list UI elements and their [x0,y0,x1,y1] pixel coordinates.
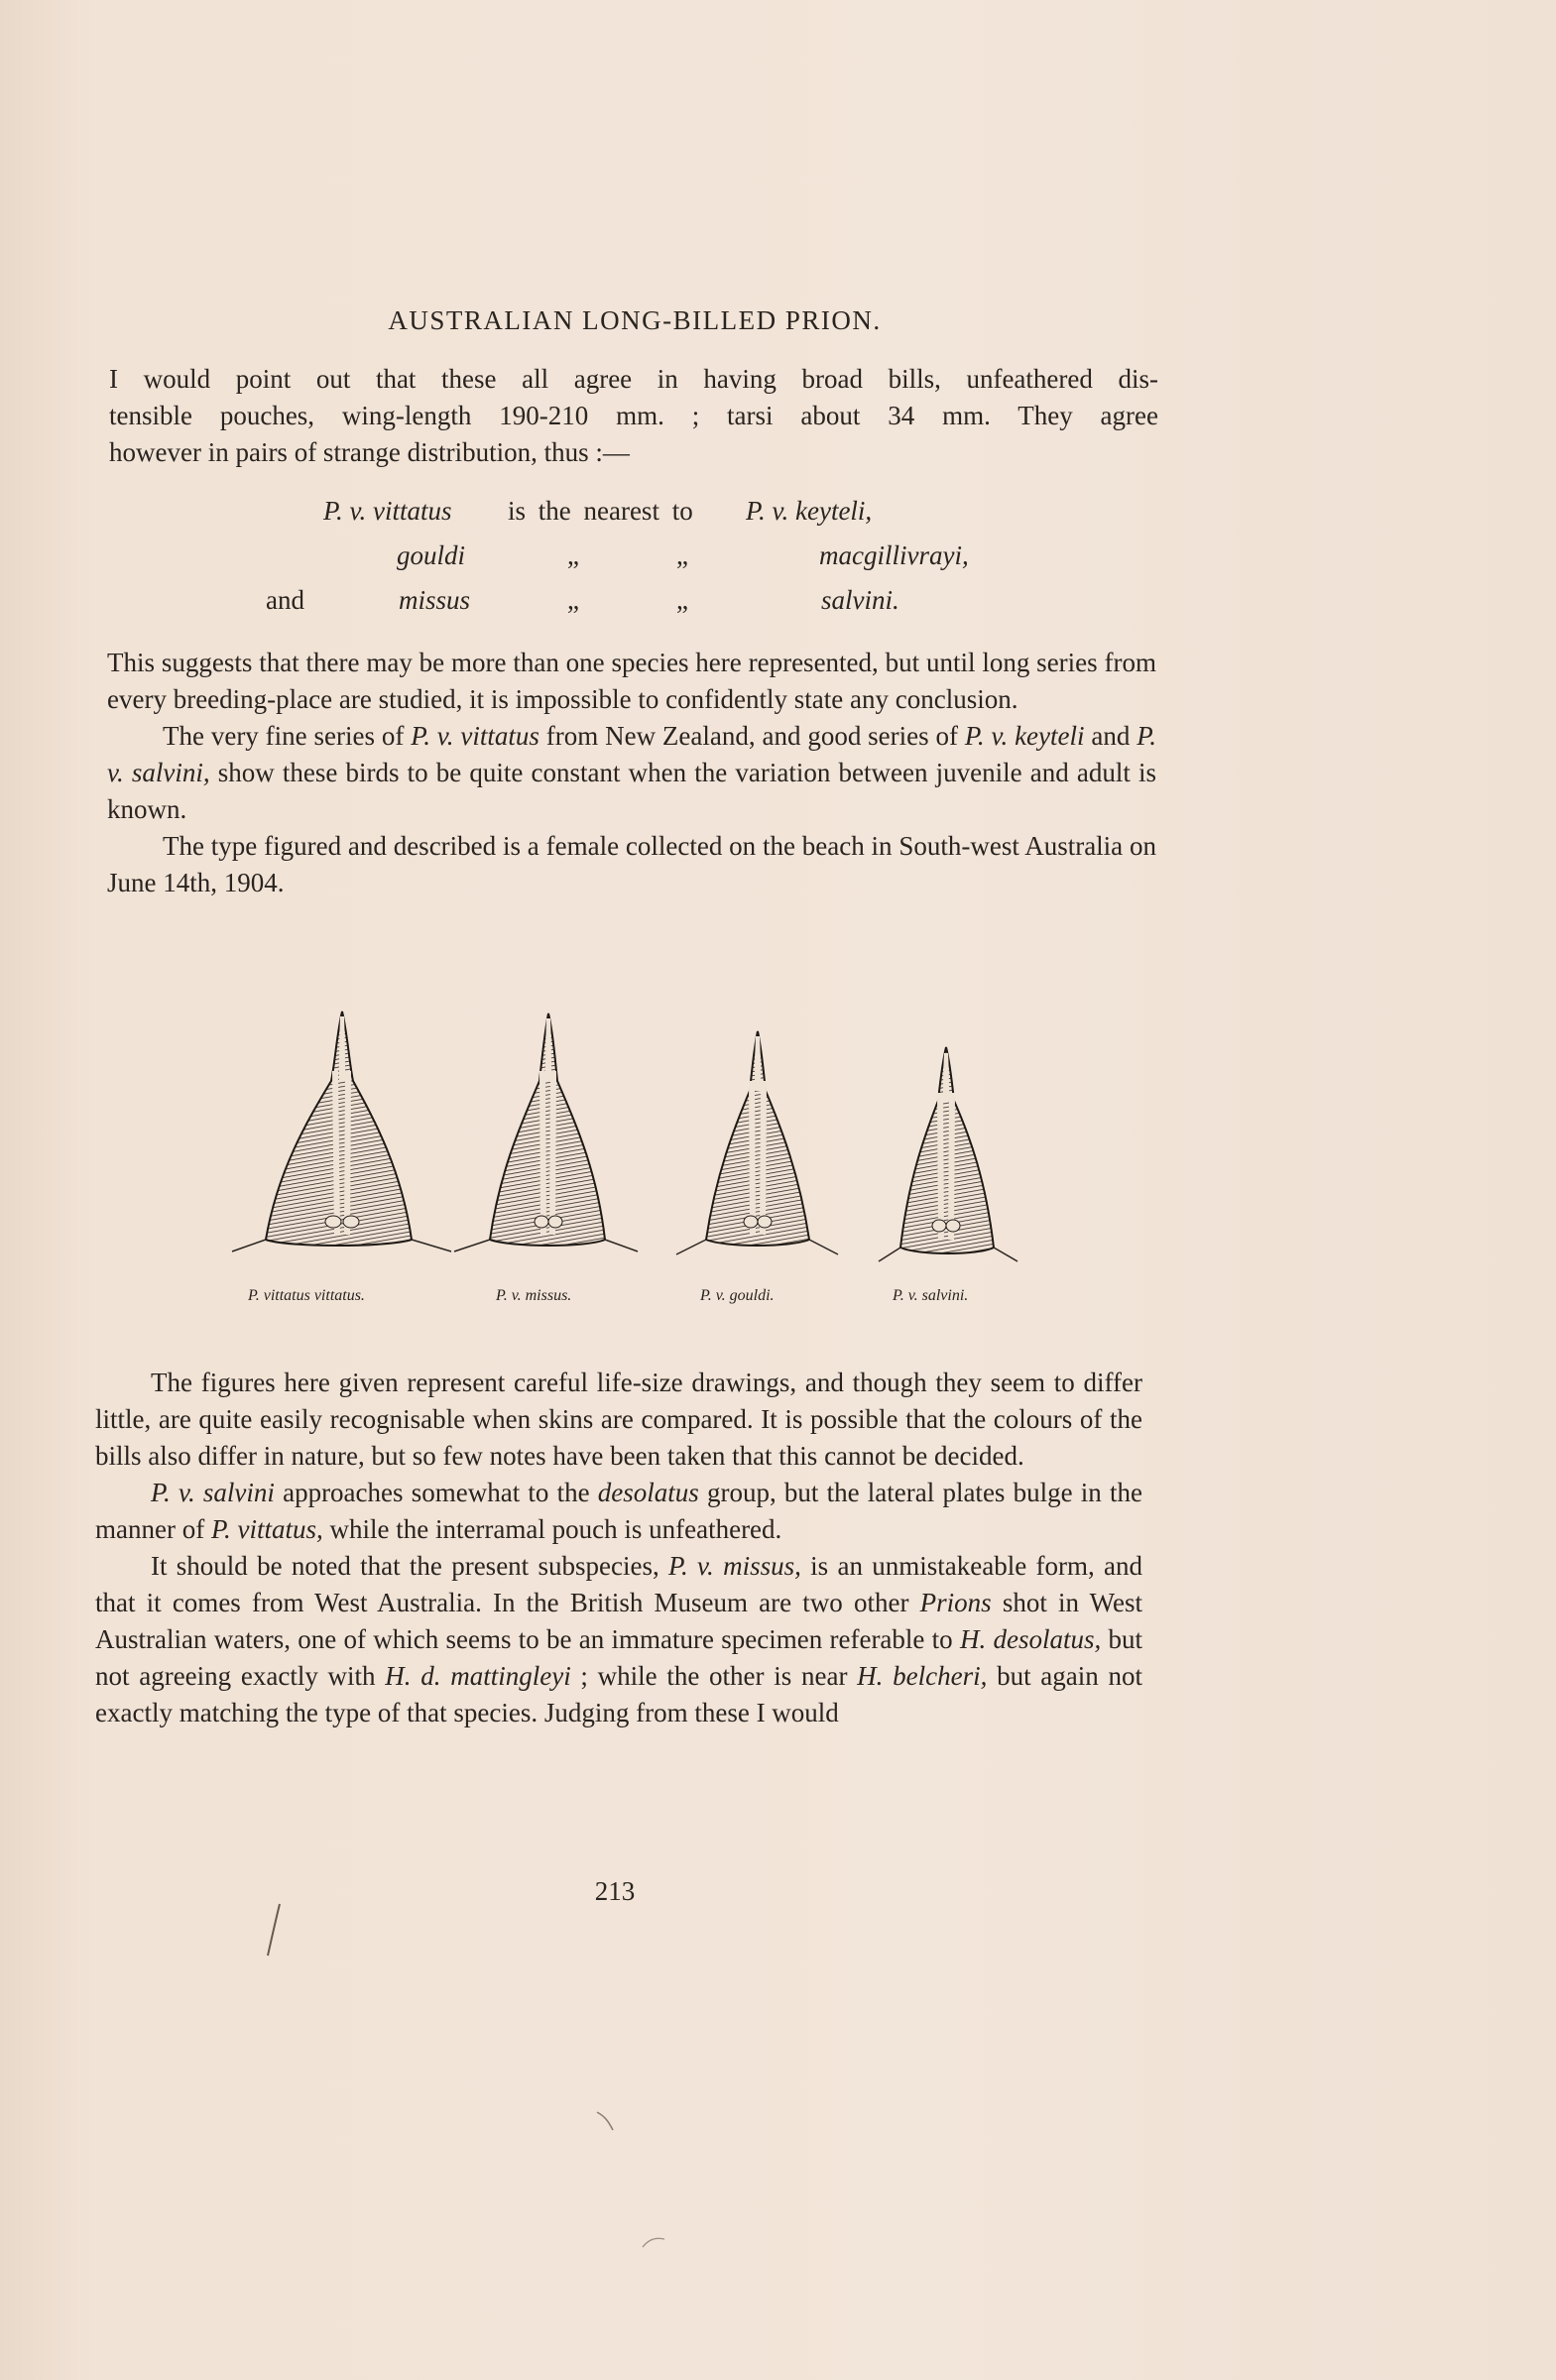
figure-caption: P. v. gouldi. [700,1287,775,1304]
intro-paragraph [109,361,1158,471]
bill-gouldi [676,1031,838,1254]
paragraph: The very fine series of P. v. vittatus from New Zealand, and good series of P. v. keyteli and P. v. salvini, show these birds to be quite constant when the variation between juvenile and adult is known. [107,721,1156,824]
pair-right: macgillivrayi, [819,540,969,570]
paragraph: The type figured and described is a female collected on the beach in South-west Australia on June 14th, 1904. [107,831,1156,897]
pair-right: salvini. [821,585,899,615]
ditto-mark: „ [567,540,579,570]
ditto-mark: „ [567,585,579,615]
pair-and: and [266,585,304,615]
paragraph: P. v. salvini approaches somewhat to the desolatus group, but the lateral plates bulge in the manner of P. vittatus, while the interramal pouch is unfeathered. [95,1478,1142,1544]
closing-paragraphs [95,1365,1142,1731]
pair-left: gouldi [397,540,466,570]
intro-line: tensible pouches, wing-length 190-210 mm. ; tarsi about 34 mm. They agree [109,401,1158,430]
intro-line: I would point out that these all agree in having broad bills, unfeathered dis- [109,364,1158,394]
ditto-mark: „ [676,585,688,615]
pair-mid: is the nearest to [508,496,693,526]
pencil-mark [258,1900,288,1960]
figure-caption: P. v. missus. [496,1287,572,1304]
page-number: 213 [594,1876,636,1906]
paragraph: The figures here given represent careful life-size drawings, and though they seem to differ little, are quite easily recognisable when skins are compared. It is possible that the colours of the bills also differ in nature, but so few notes have been taken that this cannot be decided. [95,1368,1142,1471]
pencil-mark [593,2108,623,2138]
bill-figures [228,1002,1021,1319]
discussion-paragraphs [107,645,1156,901]
paragraph: It should be noted that the present subspecies, P. v. missus, is an unmistakeable form, and that it comes from West Australia. In the British Museum are two other Prions shot in West Australian waters, one of which seems to be an immature specimen referable to H. desolatus, but not agreeing exactly with H. d. mattingleyi ; while the other is near H. belcheri, but again not exactly matching the type of that species. Judging from these I would [95,1551,1143,1727]
bill-vittatus-vittatus [232,1012,451,1251]
figure-caption: P. v. salvini. [893,1287,969,1304]
bill-drawings [228,1002,1021,1319]
bill-salvini [879,1047,1017,1261]
bill-missus [454,1013,638,1251]
figure-caption: P. vittatus vittatus. [248,1287,365,1304]
pair-left: P. v. vittatus [323,496,452,526]
paragraph: This suggests that there may be more than one species here represented, but until long series from every breeding-place are studied, it is impossible to confidently state any conclusion. [107,648,1156,714]
intro-line: however in pairs of strange distribution, thus :— [109,437,630,467]
page-heading: AUSTRALIAN LONG-BILLED PRION. [388,305,882,335]
pair-right: P. v. keyteli, [746,496,873,526]
pencil-mark [641,2231,670,2251]
pair-left: missus [399,585,471,615]
ditto-mark: „ [676,540,688,570]
